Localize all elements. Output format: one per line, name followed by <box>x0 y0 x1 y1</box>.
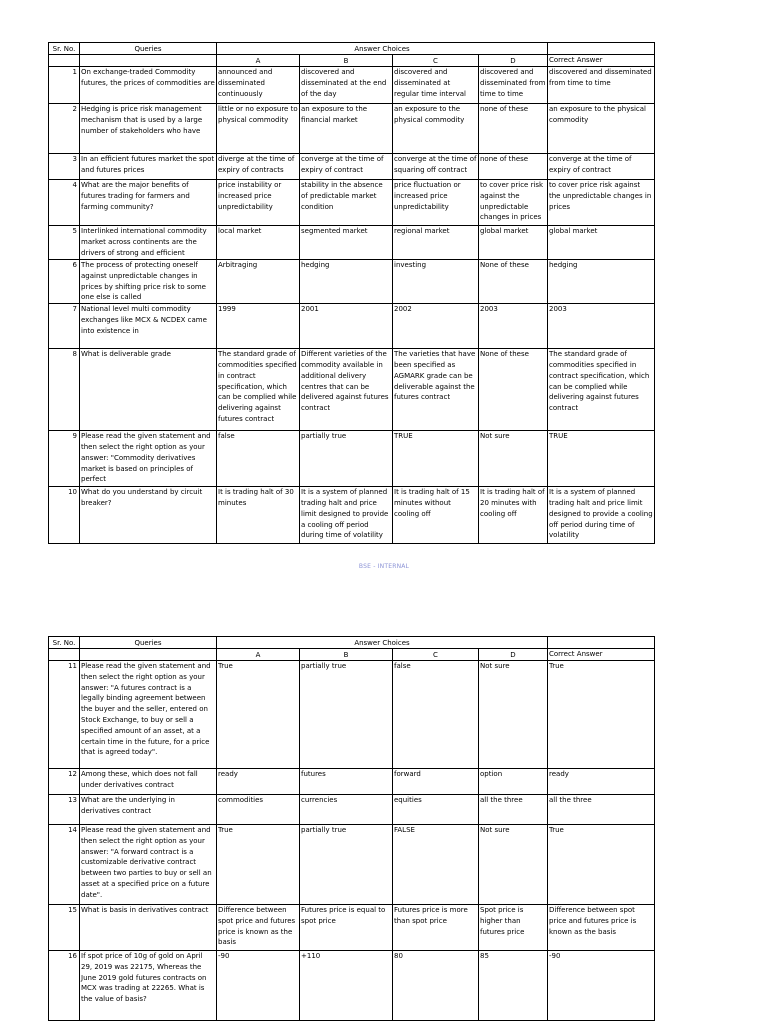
choice-a-cell: The standard grade of commodities specified in contract specification, which can be complied while delivering against futures contract <box>217 349 300 431</box>
choice-d-cell: to cover price risk against the unpredictable changes in prices <box>479 180 548 226</box>
correct-answer-cell: hedging <box>548 260 655 304</box>
table-row <box>49 226 655 260</box>
choice-c-cell: regional market <box>393 226 479 260</box>
sr-no-cell: 6 <box>49 260 80 304</box>
header-blank <box>49 649 80 661</box>
choice-a-cell: Arbitraging <box>217 260 300 304</box>
header-choice-a: A <box>217 55 300 67</box>
header-choice-c: C <box>393 55 479 67</box>
choice-d-cell: all the three <box>479 795 548 825</box>
choice-b-cell: currencies <box>300 795 393 825</box>
sr-no-cell: 3 <box>49 154 80 180</box>
choice-d-cell: 2003 <box>479 304 548 349</box>
choice-b-cell: discovered and disseminated at the end of the day <box>300 67 393 104</box>
choice-b-cell: converge at the time of expiry of contract <box>300 154 393 180</box>
header-choice-b: B <box>300 55 393 67</box>
sr-no-cell: 13 <box>49 795 80 825</box>
table-header-row <box>49 43 655 55</box>
header-queries: Queries <box>80 637 217 649</box>
choice-c-cell: Futures price is more than spot price <box>393 905 479 951</box>
table-row <box>49 905 655 951</box>
correct-answer-cell: True <box>548 661 655 769</box>
header-queries: Queries <box>80 43 217 55</box>
choice-d-cell: none of these <box>479 104 548 154</box>
header-correct-answer: Correct Answer <box>548 55 655 67</box>
choice-a-cell: 1999 <box>217 304 300 349</box>
choice-b-cell: It is a system of planned trading halt and price limit designed to provide a cooling off period during time of volatility <box>300 487 393 544</box>
table-header-row <box>49 637 655 649</box>
header-blank <box>548 43 655 55</box>
query-cell: On exchange-traded Commodity futures, the prices of commodities are <box>80 67 217 104</box>
choice-d-cell: Not sure <box>479 431 548 487</box>
choice-d-cell: None of these <box>479 260 548 304</box>
header-choice-b: B <box>300 649 393 661</box>
choice-b-cell: an exposure to the financial market <box>300 104 393 154</box>
header-sr-no: Sr. No. <box>49 637 80 649</box>
header-blank <box>548 637 655 649</box>
choice-b-cell: hedging <box>300 260 393 304</box>
choice-b-cell: +110 <box>300 951 393 1021</box>
choice-b-cell: futures <box>300 769 393 795</box>
table-row <box>49 180 655 226</box>
choice-c-cell: discovered and disseminated at regular time interval <box>393 67 479 104</box>
choice-d-cell: Not sure <box>479 825 548 905</box>
choice-a-cell: True <box>217 825 300 905</box>
choice-c-cell: investing <box>393 260 479 304</box>
sr-no-cell: 1 <box>49 67 80 104</box>
sr-no-cell: 5 <box>49 226 80 260</box>
table-row <box>49 661 655 769</box>
query-cell: Please read the given statement and then select the right option as your answer: "Commodity derivatives market is based on principles of perfect <box>80 431 217 487</box>
choice-b-cell: Futures price is equal to spot price <box>300 905 393 951</box>
choice-b-cell: 2001 <box>300 304 393 349</box>
choice-a-cell: price instability or increased price unpredictability <box>217 180 300 226</box>
choice-d-cell: global market <box>479 226 548 260</box>
choice-b-cell: partially true <box>300 661 393 769</box>
correct-answer-cell: 2003 <box>548 304 655 349</box>
choice-b-cell: segmented market <box>300 226 393 260</box>
header-choice-c: C <box>393 649 479 661</box>
choice-c-cell: 80 <box>393 951 479 1021</box>
table-row <box>49 104 655 154</box>
choice-d-cell: None of these <box>479 349 548 431</box>
question-table-page-1 <box>48 42 655 544</box>
choice-a-cell: announced and disseminated continuously <box>217 67 300 104</box>
choice-b-cell: partially true <box>300 431 393 487</box>
query-cell: What is basis in derivatives contract <box>80 905 217 951</box>
sr-no-cell: 2 <box>49 104 80 154</box>
correct-answer-cell: to cover price risk against the unpredictable changes in prices <box>548 180 655 226</box>
choice-d-cell: none of these <box>479 154 548 180</box>
choice-c-cell: FALSE <box>393 825 479 905</box>
sr-no-cell: 10 <box>49 487 80 544</box>
choice-a-cell: local market <box>217 226 300 260</box>
table-row <box>49 795 655 825</box>
sr-no-cell: 15 <box>49 905 80 951</box>
sr-no-cell: 9 <box>49 431 80 487</box>
header-choice-d: D <box>479 649 548 661</box>
choice-d-cell: option <box>479 769 548 795</box>
table-subheader-row <box>49 649 655 661</box>
choice-a-cell: false <box>217 431 300 487</box>
query-cell: National level multi commodity exchanges like MCX & NCDEX came into existence in <box>80 304 217 349</box>
correct-answer-cell: The standard grade of commodities specified in contract specification, which can be complied while delivering against futures contract <box>548 349 655 431</box>
correct-answer-cell: True <box>548 825 655 905</box>
correct-answer-cell: converge at the time of expiry of contract <box>548 154 655 180</box>
choice-c-cell: 2002 <box>393 304 479 349</box>
choice-b-cell: partially true <box>300 825 393 905</box>
table-row <box>49 825 655 905</box>
query-cell: If spot price of 10g of gold on April 29, 2019 was 22175, Whereas the June 2019 gold futures contracts on MCX was trading at 22265. What is the value of basis? <box>80 951 217 1021</box>
query-cell: Please read the given statement and then select the right option as your answer: "A futures contract is a legally binding agreement between the buyer and the seller, entered on Stock Exchange, to buy or sell a specified amount of an asset, at a certain time in the future, for a price that is agreed today". <box>80 661 217 769</box>
correct-answer-cell: ready <box>548 769 655 795</box>
choice-d-cell: It is trading halt of 20 minutes with cooling off <box>479 487 548 544</box>
table-row <box>49 349 655 431</box>
choice-d-cell: Spot price is higher than futures price <box>479 905 548 951</box>
query-cell: What are the major benefits of futures trading for farmers and farming community? <box>80 180 217 226</box>
table-row <box>49 67 655 104</box>
header-answer-choices: Answer Choices <box>217 43 548 55</box>
query-cell: Interlinked international commodity market across continents are the drivers of strong and efficient <box>80 226 217 260</box>
header-blank <box>80 55 217 67</box>
choice-c-cell: TRUE <box>393 431 479 487</box>
choice-a-cell: diverge at the time of expiry of contracts <box>217 154 300 180</box>
query-cell: The process of protecting oneself against unpredictable changes in prices by shifting price risk to some one else is called <box>80 260 217 304</box>
header-sr-no: Sr. No. <box>49 43 80 55</box>
sr-no-cell: 12 <box>49 769 80 795</box>
table-row <box>49 487 655 544</box>
table-row <box>49 769 655 795</box>
header-blank <box>80 649 217 661</box>
correct-answer-cell: all the three <box>548 795 655 825</box>
choice-b-cell: stability in the absence of predictable market condition <box>300 180 393 226</box>
choice-a-cell: It is trading halt of 30 minutes <box>217 487 300 544</box>
header-correct-answer: Correct Answer <box>548 649 655 661</box>
choice-c-cell: converge at the time of squaring off contract <box>393 154 479 180</box>
header-answer-choices: Answer Choices <box>217 637 548 649</box>
choice-a-cell: Difference between spot price and futures price is known as the basis <box>217 905 300 951</box>
question-table-page-2 <box>48 636 655 1021</box>
query-cell: Hedging is price risk management mechanism that is used by a large number of stakeholders who have <box>80 104 217 154</box>
sr-no-cell: 14 <box>49 825 80 905</box>
table-row <box>49 154 655 180</box>
query-cell: Please read the given statement and then select the right option as your answer: "A forward contract is a customizable derivative contract between two parties to buy or sell an asset at a specified price on a future date". <box>80 825 217 905</box>
correct-answer-cell: -90 <box>548 951 655 1021</box>
sr-no-cell: 7 <box>49 304 80 349</box>
choice-a-cell: -90 <box>217 951 300 1021</box>
choice-a-cell: commodities <box>217 795 300 825</box>
choice-c-cell: It is trading halt of 15 minutes without cooling off <box>393 487 479 544</box>
choice-c-cell: forward <box>393 769 479 795</box>
choice-b-cell: Different varieties of the commodity available in additional delivery centres that can be delivered against futures contract <box>300 349 393 431</box>
header-choice-d: D <box>479 55 548 67</box>
table-row <box>49 431 655 487</box>
query-cell: In an efficient futures market the spot and futures prices <box>80 154 217 180</box>
correct-answer-cell: It is a system of planned trading halt and price limit designed to provide a cooling off period during time of volatility <box>548 487 655 544</box>
table-row <box>49 304 655 349</box>
query-cell: What do you understand by circuit breaker? <box>80 487 217 544</box>
table-row <box>49 951 655 1021</box>
choice-c-cell: an exposure to the physical commodity <box>393 104 479 154</box>
correct-answer-cell: TRUE <box>548 431 655 487</box>
correct-answer-cell: Difference between spot price and futures price is known as the basis <box>548 905 655 951</box>
sr-no-cell: 16 <box>49 951 80 1021</box>
choice-d-cell: 85 <box>479 951 548 1021</box>
correct-answer-cell: discovered and disseminated from time to time <box>548 67 655 104</box>
choice-d-cell: discovered and disseminated from time to time <box>479 67 548 104</box>
choice-c-cell: price fluctuation or increased price unpredictability <box>393 180 479 226</box>
sr-no-cell: 11 <box>49 661 80 769</box>
choice-c-cell: false <box>393 661 479 769</box>
header-choice-a: A <box>217 649 300 661</box>
table-subheader-row <box>49 55 655 67</box>
choice-d-cell: Not sure <box>479 661 548 769</box>
classification-watermark: BSE - INTERNAL <box>358 563 410 570</box>
query-cell: What are the underlying in derivatives contract <box>80 795 217 825</box>
choice-a-cell: little or no exposure to physical commodity <box>217 104 300 154</box>
query-cell: Among these, which does not fall under derivatives contract <box>80 769 217 795</box>
table-row <box>49 260 655 304</box>
correct-answer-cell: global market <box>548 226 655 260</box>
choice-c-cell: The varieties that have been specified as AGMARK grade can be deliverable against the futures contract <box>393 349 479 431</box>
correct-answer-cell: an exposure to the physical commodity <box>548 104 655 154</box>
sr-no-cell: 8 <box>49 349 80 431</box>
header-blank <box>49 55 80 67</box>
query-cell: What is deliverable grade <box>80 349 217 431</box>
choice-a-cell: True <box>217 661 300 769</box>
choice-a-cell: ready <box>217 769 300 795</box>
sr-no-cell: 4 <box>49 180 80 226</box>
choice-c-cell: equities <box>393 795 479 825</box>
